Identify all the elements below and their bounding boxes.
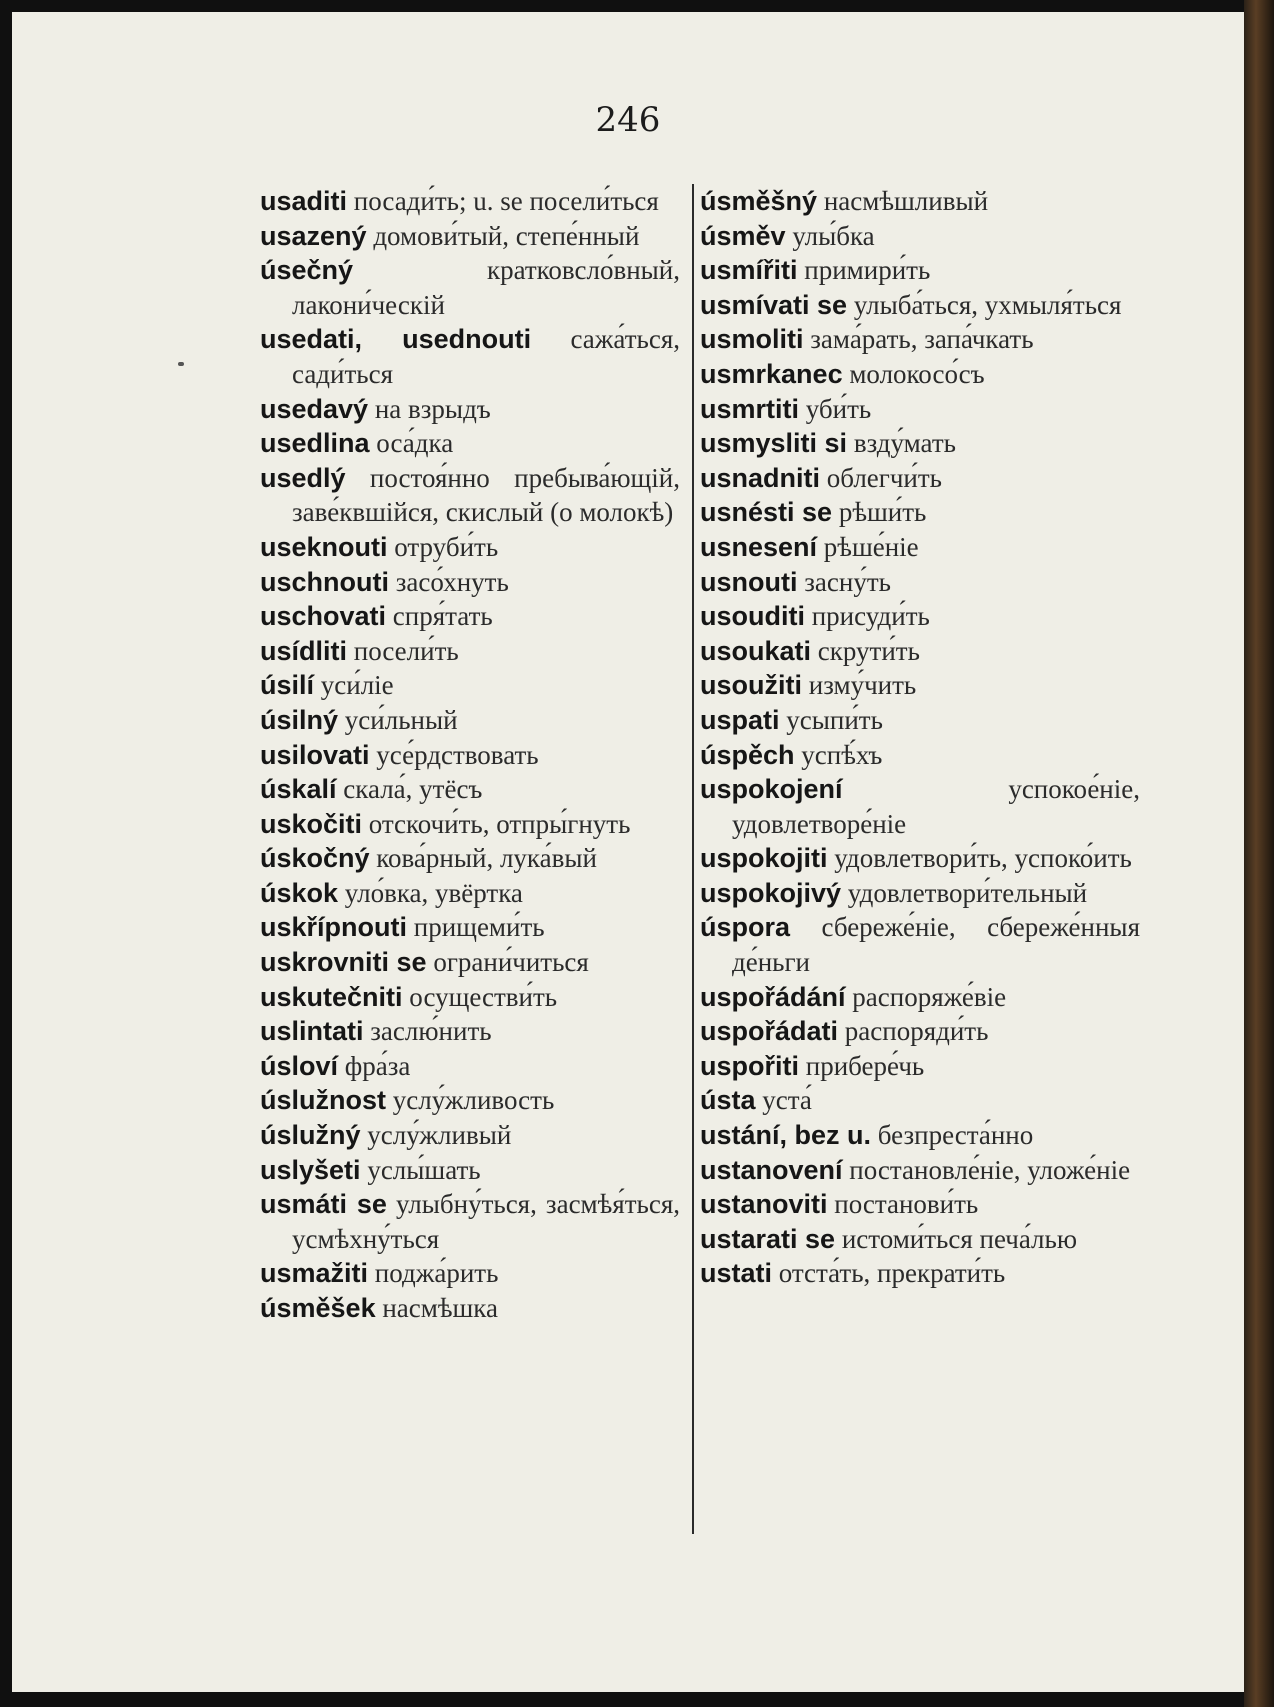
entry-headword: usedlý [260,462,346,493]
entry-translation: сбереже́ніе, сбереже́нныя де́ньги [732,912,1140,978]
dictionary-entry [700,1014,1140,1049]
entry-headword: uskočiti [260,808,363,839]
entry-headword: uschovati [260,601,387,632]
dictionary-entry [260,668,680,703]
entry-headword: usoužiti [700,670,802,701]
entry-translation: прищеми́ть [413,912,545,943]
entry-headword: usmívati se [700,289,848,320]
dictionary-entry [260,876,680,911]
dictionary-entry [700,530,1140,565]
dictionary-entry [260,634,680,669]
entry-headword: úsilný [260,704,339,735]
dictionary-entry [260,253,680,322]
entry-translation: уло́вка, увёртка [344,877,523,908]
dictionary-entry [700,219,1140,254]
entry-headword: uspokojiti [700,843,828,874]
entry-headword: usmrtiti [700,393,800,424]
dictionary-entry [700,565,1140,600]
entry-translation: услу́жливость [392,1085,555,1116]
entry-headword: uspořádání [700,981,846,1012]
entry-translation: уби́ть [805,393,872,424]
entry-translation: истоми́ться печа́лью [841,1223,1078,1254]
dictionary-entry [260,184,680,219]
entry-translation: рѣше́ніе [823,531,919,562]
dictionary-entry [700,495,1140,530]
entry-translation: засну́ть [804,566,891,597]
dictionary-entry [260,1187,680,1256]
entry-translation: изму́чить [808,670,917,701]
dictionary-entry [700,1256,1140,1291]
entry-headword: ustanovení [700,1154,843,1185]
entry-translation: отста́ть, прекрати́ть [778,1258,1006,1289]
dictionary-entry [260,530,680,565]
entry-translation: постановле́ніе, уложе́ніе [849,1154,1131,1185]
dictionary-entry [700,357,1140,392]
entry-translation: постоя́нно пребыва́ющій, заве́квшійся, скислый (о молокѣ) [292,462,680,528]
entry-headword: usaditi [260,186,348,216]
entry-translation: уста́ [762,1085,812,1116]
left-column [260,184,680,1326]
dictionary-entry [260,841,680,876]
dictionary-entry [260,1291,680,1326]
dictionary-entry [260,738,680,773]
entry-translation: заслю́нить [370,1016,492,1047]
entry-translation: улы́бка [792,220,875,251]
dictionary-entry [260,1256,680,1291]
entry-translation: насмѣшка [382,1293,498,1323]
dictionary-entry [700,392,1140,427]
entry-headword: usazený [260,220,367,251]
dictionary-entry [260,565,680,600]
dictionary-entry [260,807,680,842]
entry-translation: постанови́ть [834,1189,979,1220]
dictionary-entry [700,426,1140,461]
entry-translation: поджа́рить [374,1258,499,1289]
entry-translation: облегчи́ть [826,462,942,493]
entry-headword: usmáti se [260,1189,387,1220]
page-number: 246 [595,100,661,140]
entry-translation: посади́ть; u. se посели́ться [353,186,659,216]
entry-translation: усыпи́ть [786,704,883,735]
dictionary-entry [700,253,1140,288]
entry-headword: usmířiti [700,255,798,286]
entry-translation: оса́дка [376,428,454,459]
ink-speck [178,362,184,366]
dictionary-entry [260,461,680,530]
dictionary-entry [260,599,680,634]
entry-headword: ustati [700,1258,773,1289]
dictionary-entry [700,772,1140,841]
entry-headword: uskutečniti [260,981,403,1012]
entry-translation: отруби́ть [394,531,499,562]
entry-translation: домови́тый, степе́нный [373,220,640,251]
dictionary-entry [260,392,680,427]
dictionary-entry [700,599,1140,634]
entry-headword: ustání, bez u. [700,1120,872,1151]
entry-headword: uslyšeti [260,1154,361,1185]
entry-headword: usmoliti [700,324,804,355]
entry-headword: ustanoviti [700,1189,828,1220]
entry-headword: usmrkanec [700,358,843,389]
entry-translation: фра́за [344,1050,411,1081]
entry-headword: úslužný [260,1120,361,1151]
entry-translation: ограни́читься [433,947,589,978]
entry-headword: úskok [260,877,339,908]
entry-headword: úspora [700,912,791,943]
entry-translation: распоряди́ть [844,1016,989,1047]
entry-headword: úsilí [260,670,315,701]
dictionary-entry [700,1153,1140,1188]
book-binding-edge [1244,0,1274,1707]
entry-translation: спря́тать [392,601,493,632]
entry-translation: осуществи́ть [409,981,558,1012]
entry-translation: усе́рдствовать [376,739,539,770]
entry-translation: улыбну́ться, засмѣя́ться, усмѣхну́ться [292,1189,680,1254]
entry-translation: безпреста́нно [877,1120,1034,1151]
dictionary-entry [700,738,1140,773]
entry-headword: uspořiti [700,1050,799,1081]
entry-translation: уси́ліе [320,670,394,701]
entry-headword: úsloví [260,1050,339,1081]
entry-translation: распоряже́віе [852,981,1007,1012]
entry-translation: присуди́ть [811,601,930,632]
entry-translation: молокосо́съ [849,358,985,389]
entry-headword: uslintati [260,1016,364,1047]
dictionary-entry [700,634,1140,669]
dictionary-page [12,12,1244,1692]
dictionary-entry [700,841,1140,876]
dictionary-entry [260,1049,680,1084]
column-divider [692,184,694,1534]
entry-headword: úsměšek [260,1293,376,1323]
dictionary-entry [700,322,1140,357]
dictionary-entry [700,980,1140,1015]
dictionary-entry [700,1118,1140,1153]
entry-translation: примири́ть [804,255,931,286]
entry-headword: usnesení [700,531,818,562]
entry-headword: úsečný [260,255,354,286]
entry-headword: usnouti [700,566,798,597]
dictionary-entry [700,910,1140,979]
dictionary-entry [700,668,1140,703]
entry-translation: улыба́ться, ухмыля́ться [853,289,1122,320]
entry-headword: úspěch [700,739,795,770]
dictionary-entry [700,876,1140,911]
entry-headword: usídliti [260,635,347,666]
dictionary-entry [700,461,1140,496]
entry-headword: uspati [700,704,780,735]
entry-translation: уси́льный [344,704,458,735]
entry-headword: uspokojení [700,774,843,805]
entry-translation: на взрыдъ [374,393,491,424]
dictionary-entry [260,1118,680,1153]
entry-headword: uskřípnouti [260,912,407,943]
entry-translation: взду́мать [853,428,956,459]
entry-translation: скрути́ть [817,635,920,666]
entry-translation: отскочи́ть, отпры́гнуть [368,808,631,839]
dictionary-entry [700,184,1140,219]
entry-translation: удовлетвори́тельный [847,877,1088,908]
entry-headword: usilovati [260,739,370,770]
entry-translation: удовлетвори́ть, успоко́ить [834,843,1132,874]
entry-translation: успокое́ніе, удовлетворе́ніе [732,774,1140,839]
entry-headword: uschnouti [260,566,389,597]
entry-translation: кратковсло́вный, лакони́ческій [292,255,680,320]
entry-headword: úskočný [260,843,370,874]
dictionary-entry [700,1187,1140,1222]
right-column [700,184,1140,1291]
entry-headword: usnadniti [700,462,820,493]
entry-translation: посели́ть [353,635,459,666]
entry-headword: ustarati se [700,1223,836,1254]
entry-translation: прибере́чь [805,1050,925,1081]
entry-headword: usoukati [700,635,812,666]
entry-translation: рѣши́ть [838,497,927,528]
entry-headword: usmysliti si [700,428,848,459]
dictionary-entry [700,288,1140,323]
entry-headword: usouditi [700,601,805,632]
entry-translation: скала́, утёсъ [343,774,483,805]
entry-translation: зама́рать, запа́чкать [810,324,1034,355]
dictionary-entry [700,703,1140,738]
entry-translation: успѣ́хъ [801,739,883,770]
dictionary-entry [260,322,680,391]
entry-headword: usedavý [260,393,369,424]
entry-headword: usedati, usednouti [260,324,532,355]
dictionary-entry [260,1014,680,1049]
entry-translation: услы́шать [367,1154,481,1185]
entry-headword: uskrovniti se [260,947,427,978]
entry-translation: засо́хнуть [395,566,509,597]
entry-translation: сажа́ться, сади́ться [292,324,680,389]
entry-headword: úskalí [260,774,337,805]
dictionary-entry [260,945,680,980]
entry-headword: uspokojivý [700,877,842,908]
dictionary-entry [260,772,680,807]
entry-headword: ústa [700,1085,756,1116]
dictionary-entry [700,1049,1140,1084]
dictionary-entry [260,1083,680,1118]
dictionary-entry [260,1153,680,1188]
entry-headword: uspořádati [700,1016,839,1047]
dictionary-entry [260,426,680,461]
entry-headword: useknouti [260,531,388,562]
entry-translation: насмѣшливый [823,186,989,216]
dictionary-entry [260,910,680,945]
entry-headword: úsměšný [700,186,818,216]
dictionary-entry [260,219,680,254]
entry-headword: usedlina [260,428,370,459]
entry-translation: кова́рный, лука́вый [376,843,597,874]
entry-headword: úslužnost [260,1085,386,1116]
dictionary-entry [260,980,680,1015]
entry-headword: úsměv [700,220,786,251]
dictionary-entry [700,1222,1140,1257]
dictionary-entry [700,1083,1140,1118]
dictionary-entry [260,703,680,738]
entry-translation: услу́жливый [367,1120,512,1151]
entry-headword: usnésti se [700,497,833,528]
entry-headword: usmažiti [260,1258,369,1289]
